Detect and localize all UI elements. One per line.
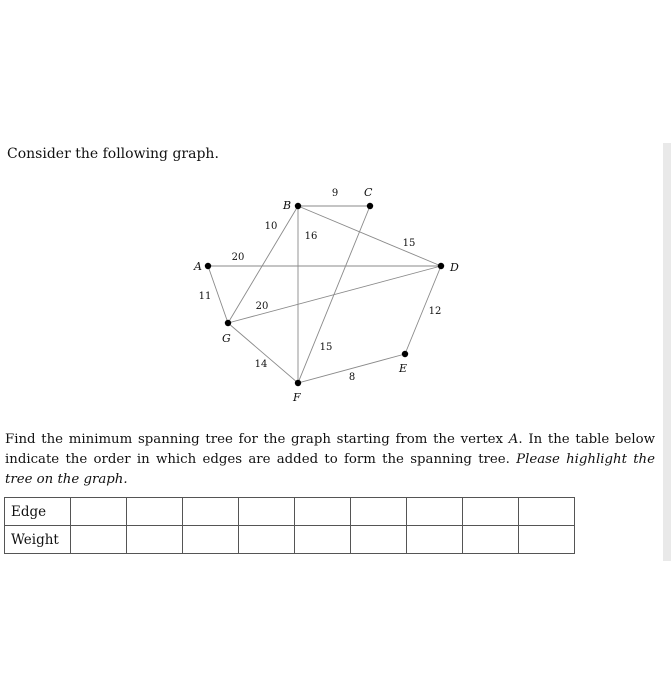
answer-cell[interactable] [351,526,407,554]
vertex-f [295,380,301,386]
vertex-c [367,203,373,209]
weight-a-g: 11 [198,291,212,302]
answer-cell[interactable] [71,498,127,526]
weight-b-d: 15 [402,238,416,249]
table-row-weight [5,526,575,554]
weight-d-e: 12 [428,306,442,317]
answer-cell[interactable] [127,526,183,554]
vertex-label-b: B [283,199,292,212]
vertex-label-a: A [194,260,202,273]
vertex-b [295,203,301,209]
answer-cell[interactable] [519,498,575,526]
weight-e-f: 8 [348,372,356,383]
task-part2: . In the table below indicate the order in which edges are added to form the spanning tree. [5,432,655,467]
row-label-weight: Weight [5,526,71,554]
weight-a-d: 20 [231,252,245,263]
weight-b-f: 16 [304,231,318,242]
vertex-label-d: D [450,261,459,274]
answer-cell[interactable] [127,498,183,526]
weight-b-g: 10 [264,221,278,232]
weight-g-d: 20 [255,301,269,312]
edge-g-f [228,323,298,383]
row-label-edge: Edge [5,498,71,526]
answer-cell[interactable] [295,498,351,526]
vertex-e [402,351,408,357]
answer-cell[interactable] [183,498,239,526]
answer-cell[interactable] [407,498,463,526]
answer-cell[interactable] [407,526,463,554]
answer-cell[interactable] [239,526,295,554]
answer-cell[interactable] [463,498,519,526]
weight-c-f: 15 [319,342,333,353]
vertex-label-e: E [399,362,408,375]
vertex-labels-layer [193,186,459,404]
answer-cell[interactable] [239,498,295,526]
answer-cell[interactable] [183,526,239,554]
vertex-a [205,263,211,269]
edge-b-d [298,206,441,266]
answer-cell[interactable] [519,526,575,554]
task-start-vertex: A [508,432,519,447]
vertex-label-g: G [222,332,231,345]
intro-text: Consider the following graph. [7,146,219,162]
answer-cell[interactable] [463,526,519,554]
vertex-d [438,263,444,269]
vertex-label-f: F [293,391,301,404]
vertex-label-c: C [364,186,373,199]
vertices-layer [205,203,444,386]
weight-b-c: 9 [331,188,339,199]
vertex-g [225,320,231,326]
edge-g-d [228,266,441,323]
task-text [5,430,655,490]
weight-g-f: 14 [254,359,268,370]
task-part1: Find the minimum spanning tree for the graph starting from the vertex [5,432,509,447]
table-row-edge [5,498,575,526]
answer-cell[interactable] [71,526,127,554]
answer-cell[interactable] [295,526,351,554]
answer-table [4,497,575,554]
answer-cell[interactable] [351,498,407,526]
task-emphasis: Please highlight the tree on the graph. [5,452,655,487]
